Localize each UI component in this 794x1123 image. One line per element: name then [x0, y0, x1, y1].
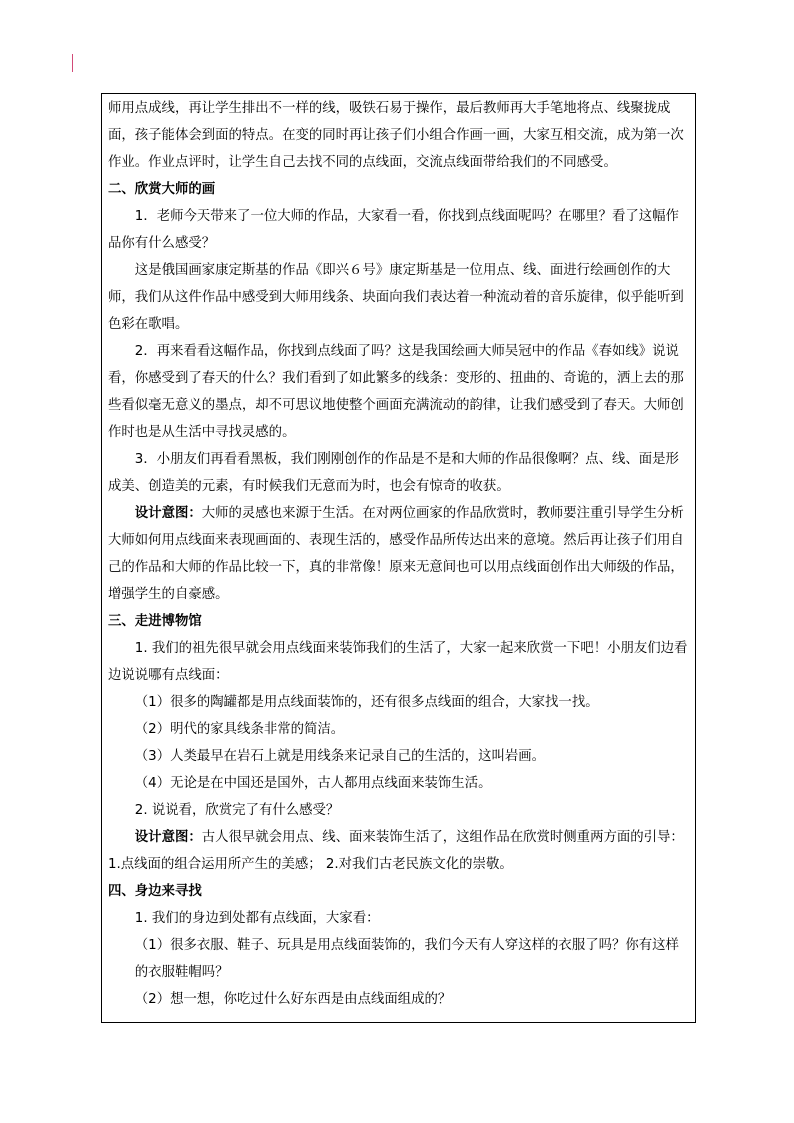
section-heading-4: 四、身边来寻找 — [108, 884, 202, 899]
section-heading-2: 二、欣赏大师的画 — [108, 182, 216, 197]
s4-list-item: （2）想一想，你吃过什么好东西是由点线面组成的？ — [134, 992, 452, 1007]
s3-list-item: （1）很多的陶罐都是用点线面装饰的，还有很多点线面的组合，大家找一找。 — [134, 695, 599, 710]
s2-paragraph-4: 3．小朋友们再看看黑板，我们刚刚创作的作品是不是和大师的作品很像啊？点、线、面是形成美、创造美的元素，有时候我们无意而为时，也会有惊奇的收获。 — [108, 452, 679, 494]
s3-list-item: （4）无论是在中国还是国外，古人都用点线面来装饰生活。 — [134, 776, 492, 791]
s2-design-intent — [108, 500, 689, 608]
lesson-table-cell — [101, 93, 696, 1023]
design-intent-label: 设计意图： — [134, 506, 202, 521]
s3-paragraph-2: 2. 说说看，欣赏完了有什么感受？ — [134, 803, 340, 818]
s3-list-item: （2）明代的家具线条非常的简洁。 — [134, 722, 345, 737]
design-intent-label: 设计意图： — [134, 830, 202, 845]
s4-paragraph-1: 1. 我们的身边到处都有点线面，大家看： — [134, 911, 380, 926]
intro-paragraph: 师用点成线，再让学生排出不一样的线，吸铁石易于操作，最后教师再大手笔地将点、线聚拢成面，孩子能体会到面的特点。在变的同时再让孩子们小组合作画一画，大家互相交流，成为第一次作业。作业点评时，让学生自己去找不同的点线面，交流点线面带给我们的不同感受。 — [108, 101, 684, 170]
design-intent-text: 大师的灵感也来源于生活。在对两位画家的作品欣赏时，教师要注重引导学生分析大师如何用点线面来表现画面的、表现生活的，感受作品所传达出来的意境。然后再让孩子们用自己的作品和大师的作品比较一下，真的非常像！原来无意间也可以用点线面创作出大师级的作品，增强学生的自豪感。 — [108, 506, 684, 602]
section-heading-3: 三、走进博物馆 — [108, 614, 202, 629]
s2-paragraph-3: 2．再来看看这幅作品，你找到点线面了吗？这是我国绘画大师吴冠中的作品《春如线》说说看，你感受到了春天的什么？我们看到了如此繁多的线条：变形的、扭曲的、奇诡的，洒上去的那些看似毫无意义的墨点，却不可思议地使整个画面充满流动的韵律，让我们感受到了春天。大师创作时也是从生活中寻找灵感的。 — [108, 344, 684, 440]
design-intent-text: 古人很早就会用点、线、面来装饰生活了，这组作品在欣赏时侧重两方面的引导： 1.点线面的组合运用所产生的美感； 2.对我们古老民族文化的崇敬。 — [108, 830, 684, 872]
lesson-content — [108, 95, 689, 1013]
s3-list-item: （3）人类最早在岩石上就是用线条来记录自己的生活的，这叫岩画。 — [134, 749, 546, 764]
s2-paragraph-2: 这是俄国画家康定斯基的作品《即兴６号》康定斯基是一位用点、线、面进行绘画创作的大师，我们从这件作品中感受到大师用线条、块面向我们表达着一种流动着的音乐旋律，似乎能听到色彩在歌唱。 — [108, 263, 684, 332]
s3-paragraph-1: 1. 我们的祖先很早就会用点线面来装饰我们的生活了，大家一起来欣赏一下吧！小朋友们边看边说说哪有点线面： — [108, 641, 688, 683]
s4-list-item: （1）很多衣服、鞋子、玩具是用点线面装饰的，我们今天有人穿这样的衣服了吗？你有这样的衣服鞋帽吗？ — [134, 938, 679, 980]
s2-paragraph-1: 1．老师今天带来了一位大师的作品，大家看一看，你找到点线面呢吗？在哪里？看了这幅作品你有什么感受？ — [108, 209, 679, 251]
s3-design-intent — [108, 824, 689, 878]
page-margin-mark — [72, 54, 73, 72]
